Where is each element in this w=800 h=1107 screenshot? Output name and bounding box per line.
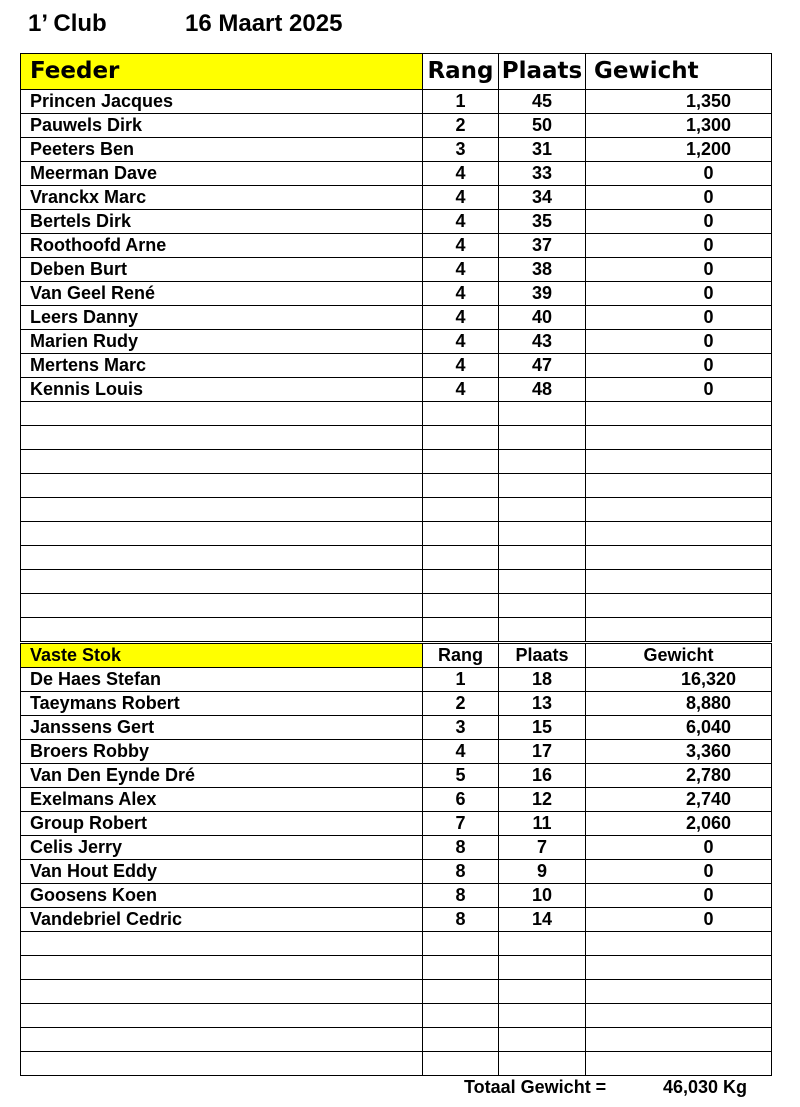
feeder-row — [21, 522, 772, 546]
feeder-row — [21, 138, 772, 162]
vaste-stok-row — [21, 860, 772, 884]
vaste-stok-row — [21, 668, 772, 692]
vaste-stok-row — [21, 716, 772, 740]
plaats-cell — [499, 522, 586, 546]
vaste-stok-table — [20, 643, 772, 1076]
plaats-cell: 48 — [499, 378, 586, 402]
gewicht-cell: 2,740 — [586, 788, 772, 812]
rang-cell: 8 — [423, 908, 499, 932]
rang-cell — [423, 498, 499, 522]
rang-cell — [423, 522, 499, 546]
plaats-cell: 16 — [499, 764, 586, 788]
vaste-stok-row — [21, 1028, 772, 1052]
plaats-cell: 17 — [499, 740, 586, 764]
feeder-row — [21, 498, 772, 522]
plaats-cell: 35 — [499, 210, 586, 234]
angler-name: Group Robert — [21, 812, 423, 836]
gewicht-cell: 0 — [586, 860, 772, 884]
feeder-header-row — [21, 54, 772, 90]
rang-cell — [423, 618, 499, 642]
plaats-cell: 47 — [499, 354, 586, 378]
plaats-cell — [499, 1004, 586, 1028]
angler-name — [21, 956, 423, 980]
vaste-stok-row — [21, 932, 772, 956]
plaats-cell: 43 — [499, 330, 586, 354]
plaats-cell: 34 — [499, 186, 586, 210]
plaats-cell: 33 — [499, 162, 586, 186]
angler-name — [21, 522, 423, 546]
angler-name — [21, 594, 423, 618]
plaats-cell — [499, 980, 586, 1004]
feeder-row — [21, 186, 772, 210]
feeder-table — [20, 53, 772, 642]
angler-name: Celis Jerry — [21, 836, 423, 860]
plaats-cell — [499, 402, 586, 426]
page-header — [28, 10, 343, 38]
gewicht-cell — [586, 1052, 772, 1076]
gewicht-cell: 2,060 — [586, 812, 772, 836]
angler-name: Meerman Dave — [21, 162, 423, 186]
gewicht-cell: 0 — [586, 908, 772, 932]
angler-name — [21, 402, 423, 426]
gewicht-cell: 0 — [586, 282, 772, 306]
angler-name: De Haes Stefan — [21, 668, 423, 692]
rang-cell — [423, 570, 499, 594]
vaste-stok-row — [21, 1052, 772, 1076]
angler-name: Vandebriel Cedric — [21, 908, 423, 932]
plaats-cell: 50 — [499, 114, 586, 138]
angler-name — [21, 932, 423, 956]
angler-name: Roothoofd Arne — [21, 234, 423, 258]
rang-cell — [423, 450, 499, 474]
feeder-tbody — [21, 54, 772, 642]
angler-name: Vranckx Marc — [21, 186, 423, 210]
feeder-row — [21, 114, 772, 138]
plaats-cell: 10 — [499, 884, 586, 908]
gewicht-cell: 0 — [586, 306, 772, 330]
vaste-stok-row — [21, 764, 772, 788]
feeder-col-rang: Rang — [423, 54, 499, 90]
gewicht-cell: 1,200 — [586, 138, 772, 162]
feeder-row — [21, 570, 772, 594]
gewicht-cell: 8,880 — [586, 692, 772, 716]
plaats-cell: 38 — [499, 258, 586, 282]
plaats-cell — [499, 932, 586, 956]
gewicht-cell — [586, 980, 772, 1004]
rang-cell: 4 — [423, 162, 499, 186]
rang-cell: 5 — [423, 764, 499, 788]
angler-name: Broers Robby — [21, 740, 423, 764]
feeder-title: Feeder — [21, 54, 423, 90]
total-weight — [464, 1077, 748, 1098]
rang-cell: 4 — [423, 258, 499, 282]
gewicht-cell: 3,360 — [586, 740, 772, 764]
plaats-cell — [499, 956, 586, 980]
rang-cell: 3 — [423, 716, 499, 740]
rang-cell: 3 — [423, 138, 499, 162]
feeder-row — [21, 90, 772, 114]
rang-cell: 8 — [423, 836, 499, 860]
feeder-row — [21, 306, 772, 330]
rang-cell: 4 — [423, 186, 499, 210]
gewicht-cell: 0 — [586, 836, 772, 860]
angler-name: Janssens Gert — [21, 716, 423, 740]
gewicht-cell — [586, 932, 772, 956]
feeder-row — [21, 234, 772, 258]
gewicht-cell — [586, 546, 772, 570]
vaste-stok-row — [21, 980, 772, 1004]
angler-name — [21, 570, 423, 594]
rang-cell: 2 — [423, 692, 499, 716]
rang-cell: 4 — [423, 282, 499, 306]
plaats-cell — [499, 474, 586, 498]
plaats-cell: 39 — [499, 282, 586, 306]
rang-cell: 6 — [423, 788, 499, 812]
club-title: 1’ Club — [28, 10, 107, 37]
gewicht-cell: 0 — [586, 234, 772, 258]
gewicht-cell: 16,320 — [586, 668, 772, 692]
feeder-row — [21, 330, 772, 354]
plaats-cell: 11 — [499, 812, 586, 836]
angler-name: Princen Jacques — [21, 90, 423, 114]
gewicht-cell — [586, 402, 772, 426]
plaats-cell: 45 — [499, 90, 586, 114]
gewicht-cell — [586, 1028, 772, 1052]
rang-cell — [423, 426, 499, 450]
gewicht-cell: 1,350 — [586, 90, 772, 114]
feeder-row — [21, 594, 772, 618]
rang-cell: 4 — [423, 234, 499, 258]
angler-name — [21, 450, 423, 474]
angler-name: Van Hout Eddy — [21, 860, 423, 884]
angler-name: Van Geel René — [21, 282, 423, 306]
rang-cell: 4 — [423, 378, 499, 402]
plaats-cell: 13 — [499, 692, 586, 716]
rang-cell: 4 — [423, 306, 499, 330]
rang-cell — [423, 980, 499, 1004]
vaste-stok-col-plaats: Plaats — [499, 644, 586, 668]
feeder-row — [21, 618, 772, 642]
rang-cell — [423, 594, 499, 618]
plaats-cell — [499, 570, 586, 594]
rang-cell: 8 — [423, 860, 499, 884]
vaste-stok-row — [21, 788, 772, 812]
feeder-row — [21, 378, 772, 402]
rang-cell: 7 — [423, 812, 499, 836]
plaats-cell: 37 — [499, 234, 586, 258]
angler-name — [21, 546, 423, 570]
total-value: 46,030 Kg — [663, 1077, 748, 1097]
feeder-row — [21, 354, 772, 378]
angler-name: Van Den Eynde Dré — [21, 764, 423, 788]
plaats-cell — [499, 1052, 586, 1076]
rang-cell — [423, 546, 499, 570]
vaste-stok-row — [21, 908, 772, 932]
rang-cell: 1 — [423, 668, 499, 692]
angler-name — [21, 980, 423, 1004]
angler-name: Goosens Koen — [21, 884, 423, 908]
gewicht-cell: 0 — [586, 186, 772, 210]
gewicht-cell: 0 — [586, 330, 772, 354]
plaats-cell — [499, 1028, 586, 1052]
vaste-stok-row — [21, 812, 772, 836]
angler-name — [21, 1004, 423, 1028]
plaats-cell — [499, 594, 586, 618]
angler-name: Kennis Louis — [21, 378, 423, 402]
rang-cell: 4 — [423, 210, 499, 234]
feeder-row — [21, 282, 772, 306]
gewicht-cell: 0 — [586, 162, 772, 186]
gewicht-cell: 0 — [586, 258, 772, 282]
gewicht-cell: 0 — [586, 210, 772, 234]
plaats-cell: 31 — [499, 138, 586, 162]
feeder-row — [21, 162, 772, 186]
angler-name: Bertels Dirk — [21, 210, 423, 234]
angler-name: Deben Burt — [21, 258, 423, 282]
rang-cell — [423, 474, 499, 498]
rang-cell: 2 — [423, 114, 499, 138]
rang-cell: 4 — [423, 740, 499, 764]
angler-name: Pauwels Dirk — [21, 114, 423, 138]
plaats-cell — [499, 426, 586, 450]
rang-cell — [423, 402, 499, 426]
angler-name: Exelmans Alex — [21, 788, 423, 812]
vaste-stok-row — [21, 956, 772, 980]
vaste-stok-header-row — [21, 644, 772, 668]
rang-cell — [423, 1052, 499, 1076]
vaste-stok-title: Vaste Stok — [21, 644, 423, 668]
gewicht-cell: 0 — [586, 884, 772, 908]
angler-name: Peeters Ben — [21, 138, 423, 162]
angler-name — [21, 498, 423, 522]
plaats-cell — [499, 498, 586, 522]
feeder-row — [21, 474, 772, 498]
gewicht-cell — [586, 956, 772, 980]
angler-name: Marien Rudy — [21, 330, 423, 354]
match-date: 16 Maart 2025 — [185, 10, 343, 37]
gewicht-cell — [586, 450, 772, 474]
plaats-cell: 40 — [499, 306, 586, 330]
rang-cell: 4 — [423, 354, 499, 378]
plaats-cell: 14 — [499, 908, 586, 932]
gewicht-cell: 6,040 — [586, 716, 772, 740]
vaste-stok-row — [21, 884, 772, 908]
plaats-cell: 12 — [499, 788, 586, 812]
plaats-cell — [499, 450, 586, 474]
plaats-cell — [499, 546, 586, 570]
plaats-cell: 18 — [499, 668, 586, 692]
gewicht-cell — [586, 498, 772, 522]
gewicht-cell — [586, 522, 772, 546]
vaste-stok-col-gewicht: Gewicht — [586, 644, 772, 668]
gewicht-cell — [586, 474, 772, 498]
gewicht-cell — [586, 594, 772, 618]
gewicht-cell: 0 — [586, 354, 772, 378]
vaste-stok-row — [21, 836, 772, 860]
rang-cell — [423, 1004, 499, 1028]
feeder-row — [21, 402, 772, 426]
angler-name — [21, 426, 423, 450]
gewicht-cell — [586, 426, 772, 450]
feeder-row — [21, 210, 772, 234]
plaats-cell: 9 — [499, 860, 586, 884]
rang-cell: 1 — [423, 90, 499, 114]
gewicht-cell — [586, 618, 772, 642]
angler-name — [21, 1052, 423, 1076]
vaste-stok-row — [21, 692, 772, 716]
gewicht-cell — [586, 1004, 772, 1028]
angler-name — [21, 474, 423, 498]
angler-name: Mertens Marc — [21, 354, 423, 378]
plaats-cell: 7 — [499, 836, 586, 860]
plaats-cell: 15 — [499, 716, 586, 740]
gewicht-cell: 2,780 — [586, 764, 772, 788]
rang-cell — [423, 956, 499, 980]
vaste-stok-tbody — [21, 644, 772, 1076]
rang-cell: 8 — [423, 884, 499, 908]
feeder-row — [21, 426, 772, 450]
rang-cell: 4 — [423, 330, 499, 354]
angler-name — [21, 1028, 423, 1052]
angler-name: Taeymans Robert — [21, 692, 423, 716]
angler-name: Leers Danny — [21, 306, 423, 330]
feeder-col-plaats: Plaats — [499, 54, 586, 90]
feeder-row — [21, 450, 772, 474]
gewicht-cell: 1,300 — [586, 114, 772, 138]
plaats-cell — [499, 618, 586, 642]
angler-name — [21, 618, 423, 642]
total-label: Totaal Gewicht = — [464, 1077, 607, 1097]
gewicht-cell: 0 — [586, 378, 772, 402]
feeder-row — [21, 258, 772, 282]
feeder-col-gewicht: Gewicht — [586, 54, 772, 90]
rang-cell — [423, 1028, 499, 1052]
vaste-stok-row — [21, 740, 772, 764]
feeder-row — [21, 546, 772, 570]
vaste-stok-row — [21, 1004, 772, 1028]
vaste-stok-col-rang: Rang — [423, 644, 499, 668]
gewicht-cell — [586, 570, 772, 594]
rang-cell — [423, 932, 499, 956]
